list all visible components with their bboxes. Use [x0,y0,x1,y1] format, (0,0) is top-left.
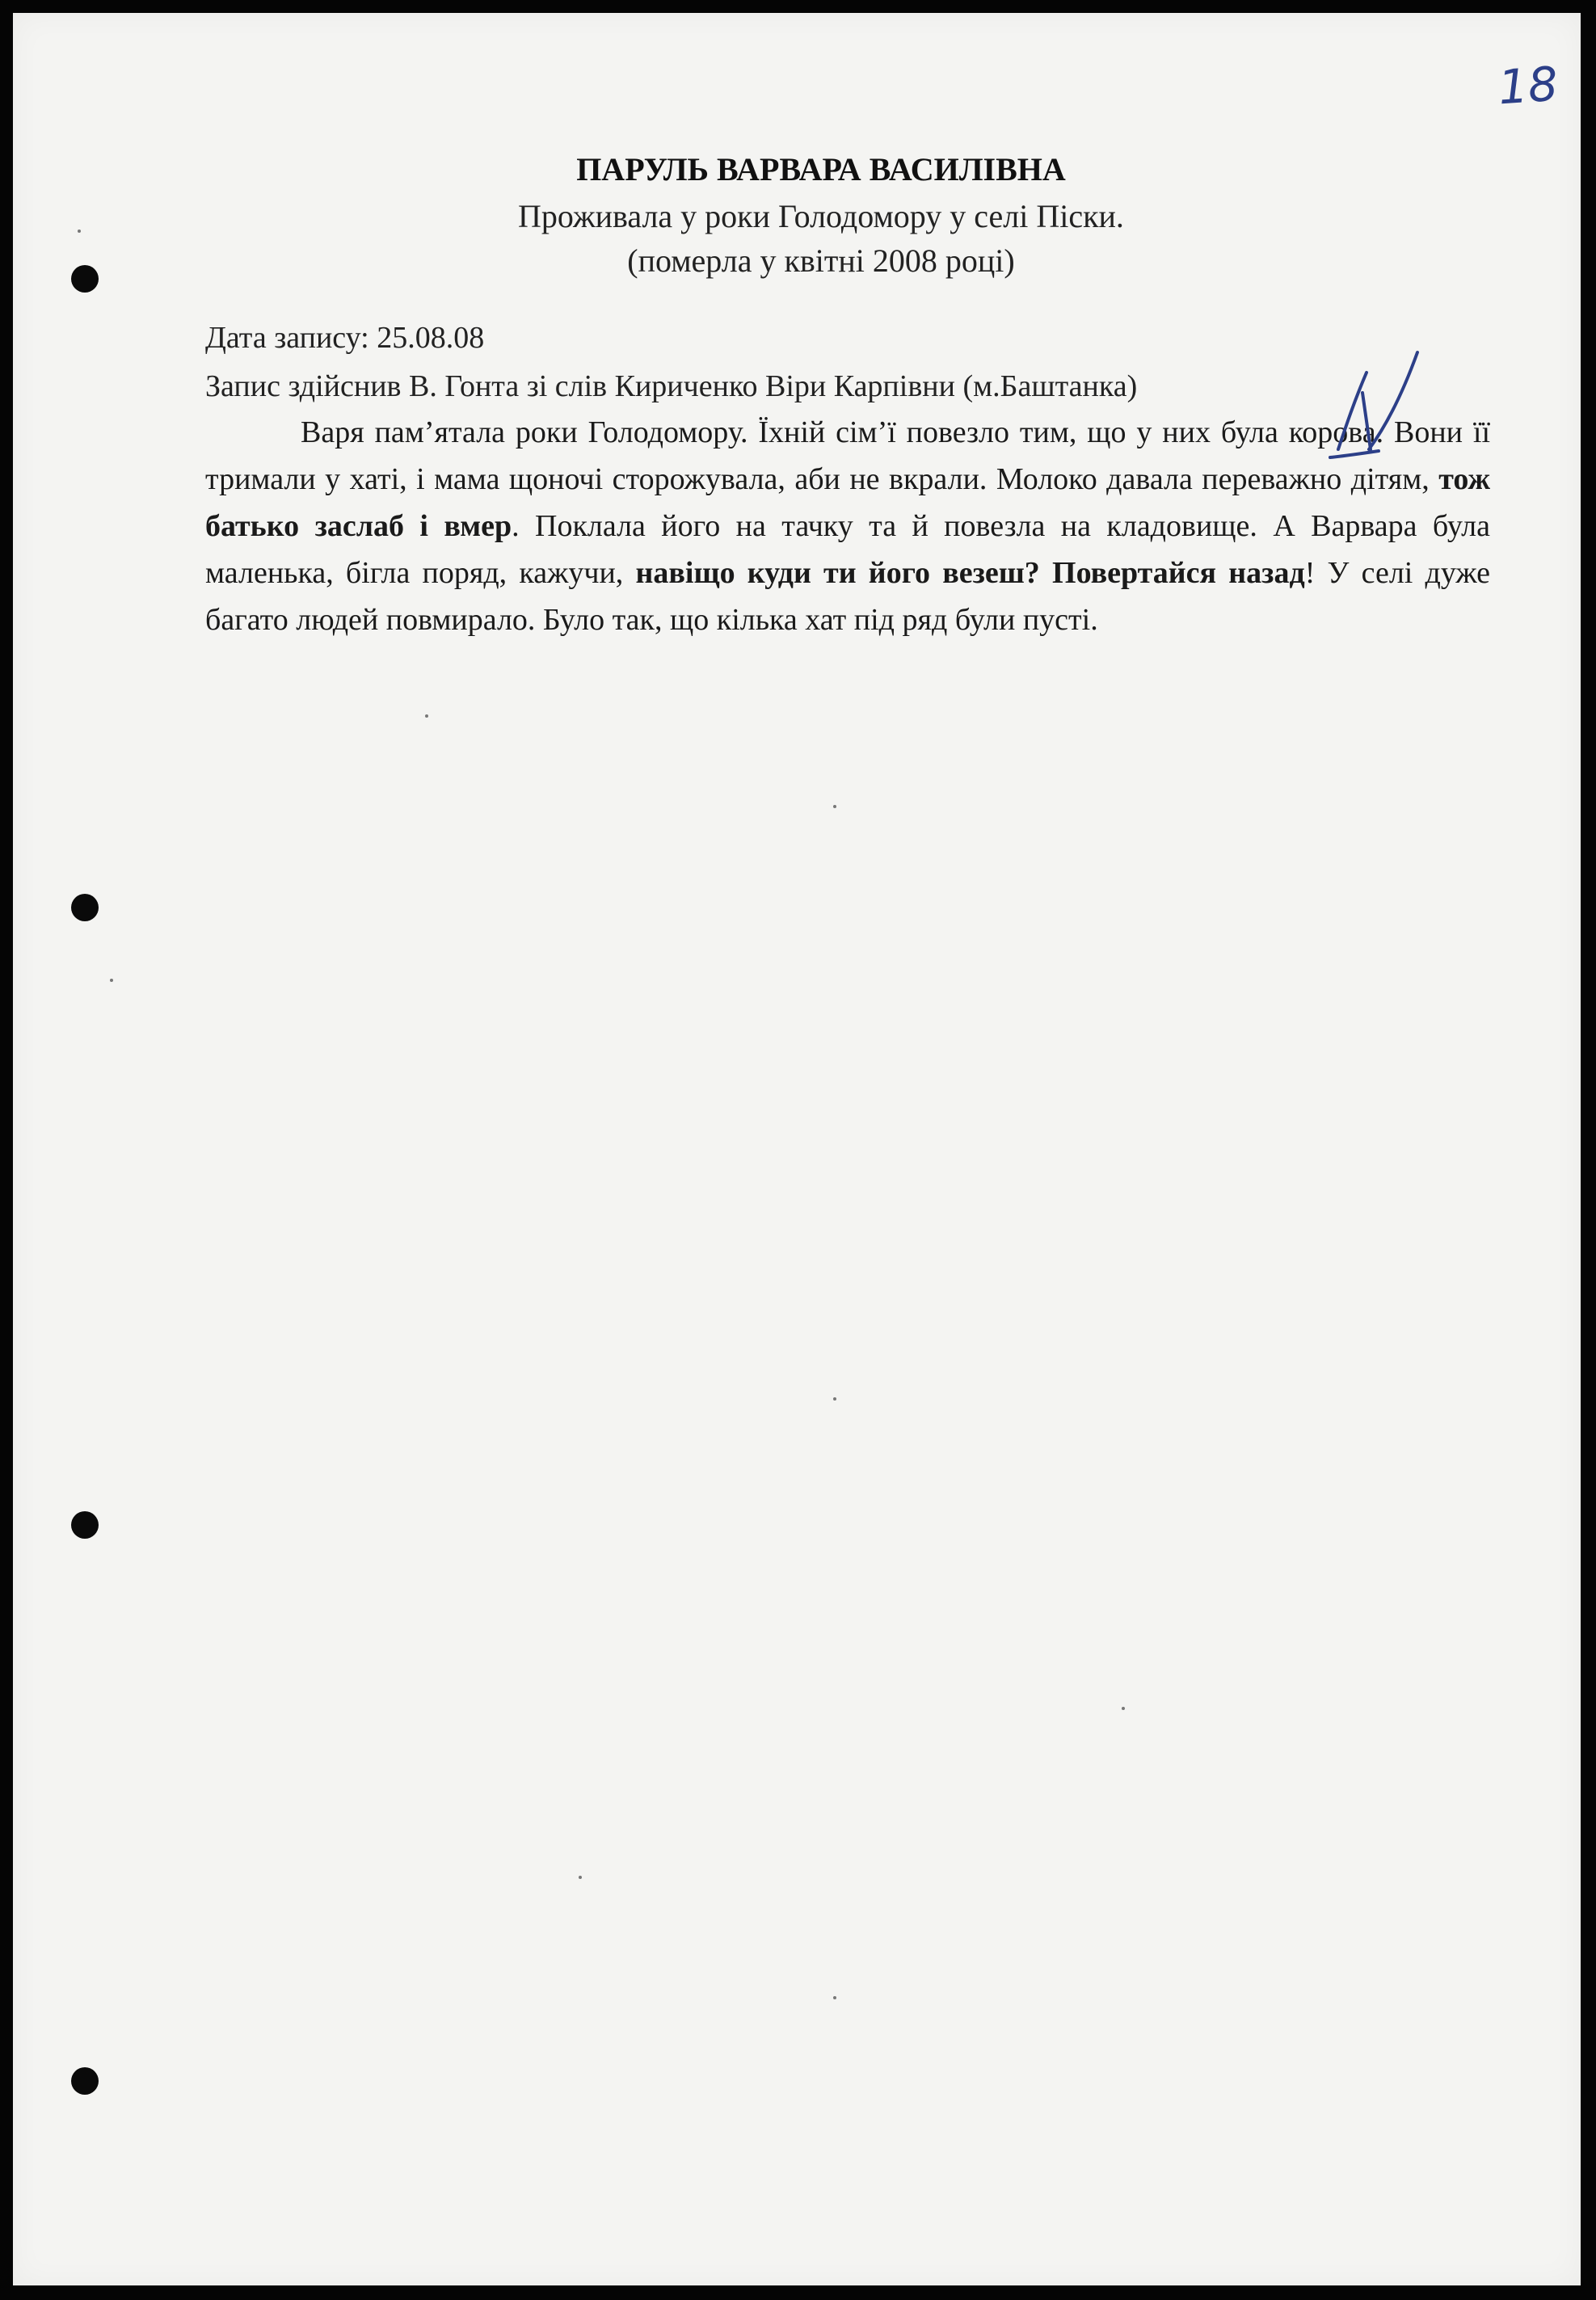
paper-speck [833,1397,836,1401]
punch-hole [71,2067,99,2095]
testimony-text-2: . Поклала його на тачку та й повезла на кладовище. А Варвара була маленька, бігла поряд, кажучи, [205,509,1490,590]
paper-speck [833,1996,836,1999]
handwritten-page-number: 18 [1496,56,1560,116]
paper-speck [579,1876,582,1879]
subtitle-death-note: (померла у квітні 2008 році) [627,242,1015,279]
testimony-text-1: Варя пам’ятала роки Голодомору. Їхній сім’ї повезло тим, що у них була корова. Вони її тримали у хаті, і мама щоночі сторожувала, аби не вкрали. Молоко давала переважно дітям, [205,415,1490,496]
document-sheet [13,13,1581,2285]
paper-speck [425,714,428,718]
record-author: Запис здійснив В. Гонта зі слів Кириченко Віри Карпівни (м.Баштанка) [205,369,1138,403]
record-date: Дата запису: 25.08.08 [205,321,485,355]
paper-speck [78,230,81,233]
document-title: ПАРУЛЬ ВАРВАРА ВАСИЛІВНА [576,151,1066,187]
paper-speck [110,979,113,982]
testimony-text-3: ! У селі дуже багато людей повмирало. Було так, що кілька хат під ряд були пусті. [205,556,1491,637]
testimony-paragraph [205,409,1490,643]
punch-hole [71,894,99,921]
paper-speck [833,805,836,808]
handwritten-signature-mark [1322,336,1427,490]
paper-speck [1122,1707,1125,1710]
subtitle-residence: Проживала у роки Голодомору у селі Піски. [518,198,1124,234]
testimony-bold-2: навіщо куди ти його везеш? Повертайся назад [635,556,1305,590]
punch-hole [71,1511,99,1539]
testimony-bold-1: тож батько заслаб і вмер [205,462,1490,543]
punch-hole [71,265,99,293]
